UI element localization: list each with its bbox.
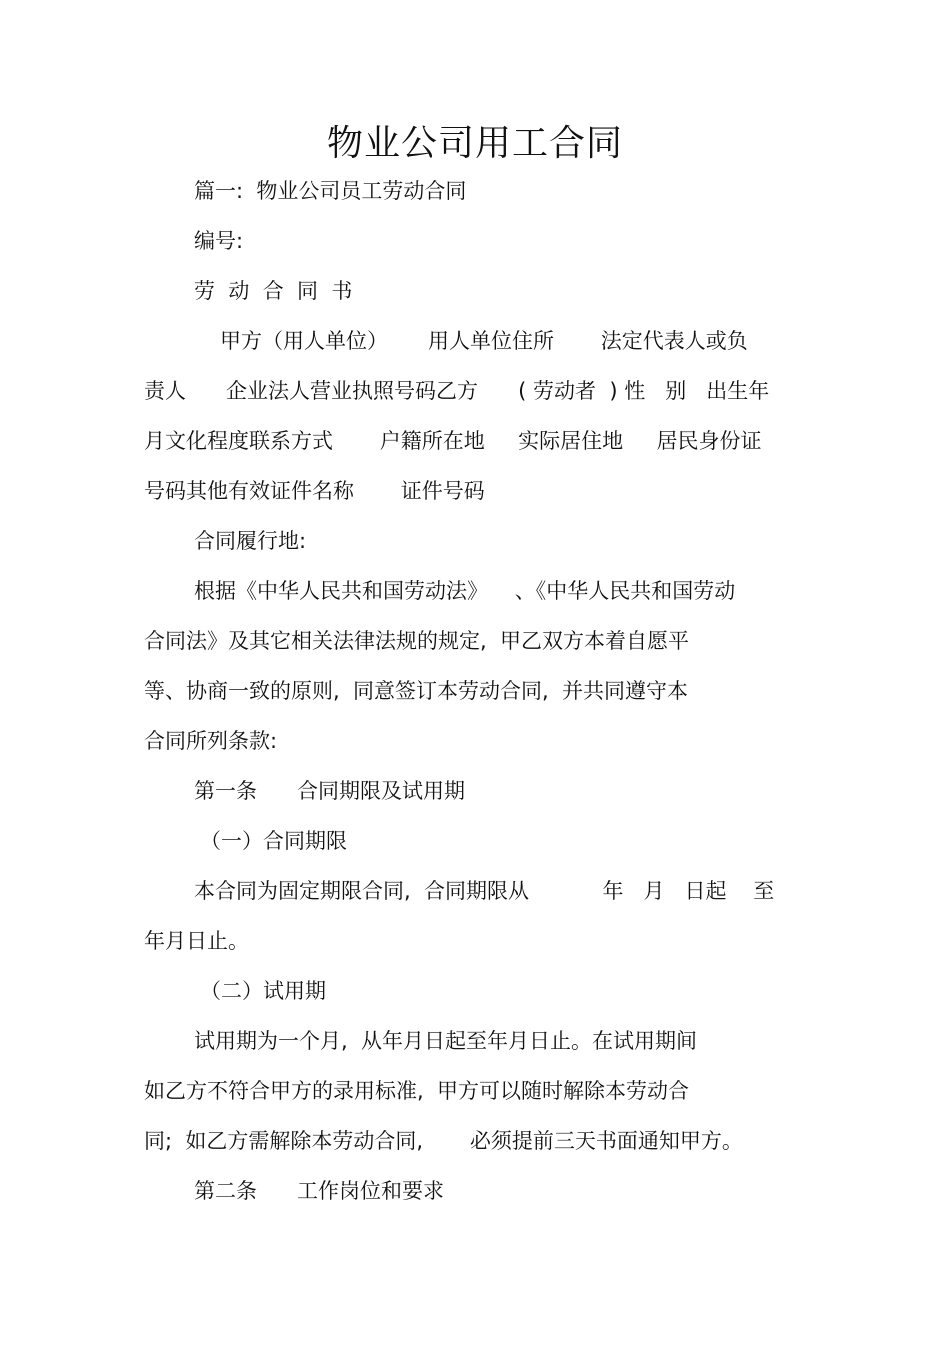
section-heading: 第一条 合同期限及试用期 (194, 779, 466, 803)
subsection-heading: （二）试用期 (200, 979, 326, 1003)
text-line: 本合同为固定期限合同, 合同期限从 年 月 日起 至 (194, 879, 775, 903)
text-line: 合同法》及其它相关法律法规的规定, 甲乙双方本着自愿平 (144, 629, 690, 653)
text-line: 责人 企业法人营业执照号码乙方 ( 劳动者 ) 性 别 出生年 (144, 379, 770, 403)
text-line: 月文化程度联系方式 户籍所在地 实际居住地 居民身份证 (144, 429, 762, 453)
text-line: 等、协商一致的原则, 同意签订本劳动合同, 并共同遵守本 (144, 679, 689, 703)
text-line: 劳 动 合 同 书 (194, 279, 353, 303)
subsection-heading: （一）合同期限 (200, 829, 347, 853)
section-heading: 第二条 工作岗位和要求 (194, 1179, 445, 1203)
text-line: 年月日止。 (144, 929, 249, 953)
text-line: 编号: (194, 229, 244, 253)
text-line: 如乙方不符合甲方的录用标准, 甲方可以随时解除本劳动合 (144, 1079, 690, 1103)
text-line: 试用期为一个月, 从年月日起至年月日止。在试用期间 (194, 1029, 698, 1053)
document-title: 物业公司用工合同 (326, 123, 623, 164)
text-line: 同; 如乙方需解除本劳动合同, 必须提前三天书面通知甲方。 (144, 1129, 743, 1153)
text-line: 篇一: 物业公司员工劳动合同 (194, 179, 467, 203)
text-line: 合同所列条款: (144, 729, 278, 753)
text-line: 合同履行地: (194, 529, 307, 553)
text-line: 根据《中华人民共和国劳动法》 、《中华人民共和国劳动 (194, 579, 736, 603)
text-line: 甲方（用人单位） 用人单位住所 法定代表人或负 (220, 329, 748, 353)
text-line: 号码其他有效证件名称 证件号码 (144, 479, 485, 503)
